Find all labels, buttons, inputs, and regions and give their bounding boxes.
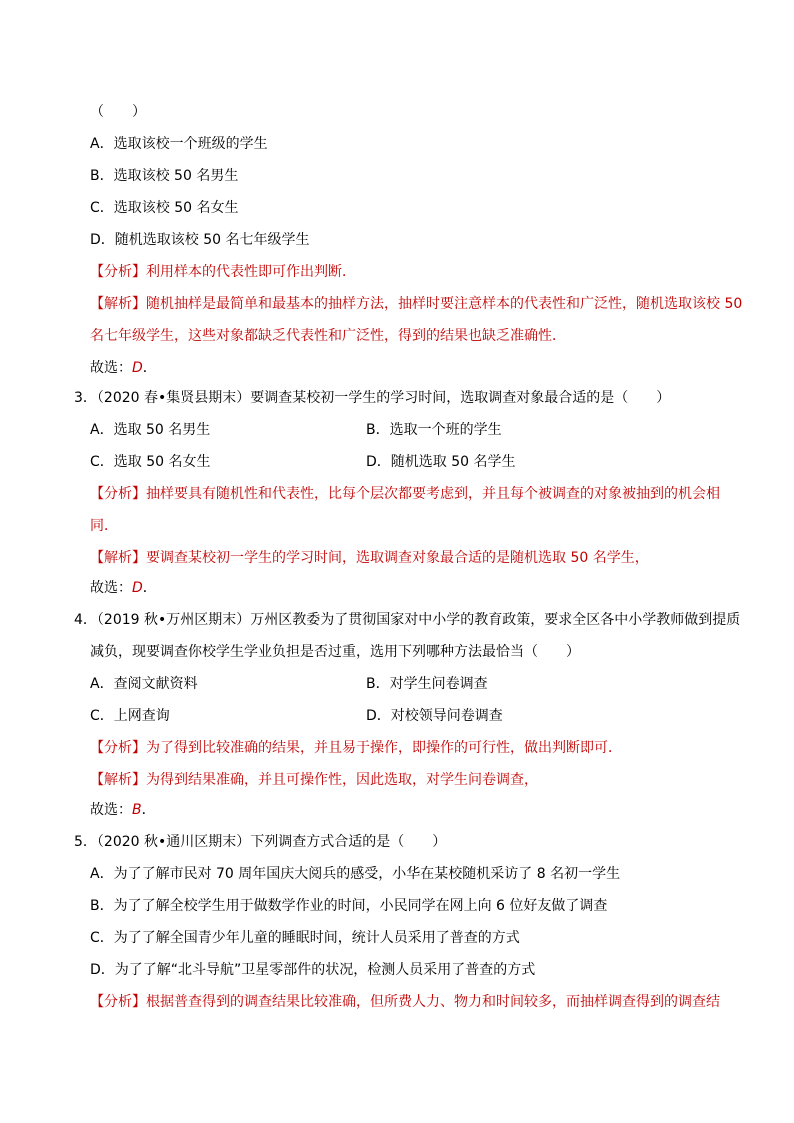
q4-stem-line1: 4．（2019 秋•万州区期末）万州区教委为了贯彻国家对中小学的教育政策，要求全区各中小学教师做到提质 bbox=[74, 612, 741, 628]
q3-option-b: B．选取一个班的学生 bbox=[366, 422, 502, 438]
answer-prefix: 故选： bbox=[90, 360, 132, 376]
q3-analysis-line2: 同． bbox=[90, 518, 118, 534]
q3-answer bbox=[90, 578, 157, 598]
analysis-text: 利用样本的代表性即可作出判断． bbox=[146, 264, 356, 280]
q4-option-a: A．查阅文献资料 bbox=[90, 676, 198, 692]
q5-option-d: D．为了了解“北斗导航”卫星零部件的状况，检测人员采用了普查的方式 bbox=[90, 962, 536, 978]
q4-option-d: D．对校领导问卷调查 bbox=[366, 708, 503, 724]
q5-option-b: B．为了了解全校学生用于做数学作业的时间，小民同学在网上向 6 位好友做了调查 bbox=[90, 898, 608, 914]
solution-text: 随机抽样是最简单和最基本的抽样方法，抽样时要注意样本的代表性和广泛性，随机选取该校 50 bbox=[146, 296, 743, 312]
analysis-text: 抽样要具有随机性和代表性，比每个层次都要考虑到，并且每个被调查的对象被抽到的机会相 bbox=[146, 486, 720, 502]
analysis-tag: 【分析】 bbox=[90, 264, 146, 280]
q5-stem: 5．（2020 秋•通川区期末）下列调查方式合适的是（ ） bbox=[74, 834, 447, 850]
q2-solution-line2: 名七年级学生，这些对象都缺乏代表性和广泛性，得到的结果也缺乏准确性． bbox=[90, 328, 566, 344]
q4-option-c: C．上网查询 bbox=[90, 708, 170, 724]
analysis-text: 为了得到比较准确的结果，并且易于操作，即操作的可行性，做出判断即可． bbox=[146, 740, 622, 756]
answer-suffix: ． bbox=[142, 580, 157, 596]
q3-option-d: D．随机选取 50 名学生 bbox=[366, 454, 516, 470]
answer-prefix: 故选： bbox=[90, 580, 132, 596]
analysis-tag: 【分析】 bbox=[90, 740, 146, 756]
q3-stem: 3．（2020 春•集贤县期末）要调查某校初一学生的学习时间，选取调查对象最合适的是（ ） bbox=[74, 390, 671, 406]
q2-option-a: A．选取该校一个班级的学生 bbox=[90, 136, 268, 152]
q3-analysis-line1 bbox=[90, 484, 720, 504]
answer-suffix: ． bbox=[142, 360, 157, 376]
q3-solution bbox=[90, 548, 649, 568]
answer-letter: D bbox=[132, 580, 143, 596]
q2-solution-line1 bbox=[90, 294, 742, 314]
analysis-tag: 【分析】 bbox=[90, 994, 146, 1010]
q2-option-c: C．选取该校 50 名女生 bbox=[90, 200, 239, 216]
q4-stem-line2: 减负，现要调查你校学生学业负担是否过重，选用下列哪种方法最恰当（ ） bbox=[90, 644, 580, 660]
q5-analysis bbox=[90, 992, 720, 1012]
q5-option-a: A．为了了解市民对 70 周年国庆大阅兵的感受，小华在某校随机采访了 8 名初一学生 bbox=[90, 866, 621, 882]
answer-letter: D bbox=[132, 360, 143, 376]
solution-tag: 【解析】 bbox=[90, 772, 146, 788]
answer-letter: B bbox=[132, 802, 142, 818]
analysis-text: 根据普查得到的调查结果比较准确，但所费人力、物力和时间较多，而抽样调查得到的调查结 bbox=[146, 994, 720, 1010]
q4-analysis bbox=[90, 738, 622, 758]
q4-option-b: B．对学生问卷调查 bbox=[366, 676, 488, 692]
analysis-tag: 【分析】 bbox=[90, 486, 146, 502]
q2-option-b: B．选取该校 50 名男生 bbox=[90, 168, 239, 184]
solution-tag: 【解析】 bbox=[90, 550, 146, 566]
q2-option-d: D．随机选取该校 50 名七年级学生 bbox=[90, 232, 310, 248]
solution-tag: 【解析】 bbox=[90, 296, 146, 312]
q2-analysis bbox=[90, 262, 356, 282]
solution-text: 要调查某校初一学生的学习时间，选取调查对象最合适的是随机选取 50 名学生， bbox=[146, 550, 649, 566]
q4-answer bbox=[90, 800, 156, 820]
q2-paren: （ ） bbox=[90, 104, 146, 120]
q2-answer bbox=[90, 358, 157, 378]
q3-option-a: A．选取 50 名男生 bbox=[90, 422, 211, 438]
answer-suffix: ． bbox=[141, 802, 156, 818]
q4-solution bbox=[90, 770, 538, 790]
answer-prefix: 故选： bbox=[90, 802, 132, 818]
q3-option-c: C．选取 50 名女生 bbox=[90, 454, 211, 470]
q5-option-c: C．为了了解全国青少年儿童的睡眠时间，统计人员采用了普查的方式 bbox=[90, 930, 520, 946]
solution-text: 为得到结果准确，并且可操作性，因此选取，对学生问卷调查， bbox=[146, 772, 538, 788]
